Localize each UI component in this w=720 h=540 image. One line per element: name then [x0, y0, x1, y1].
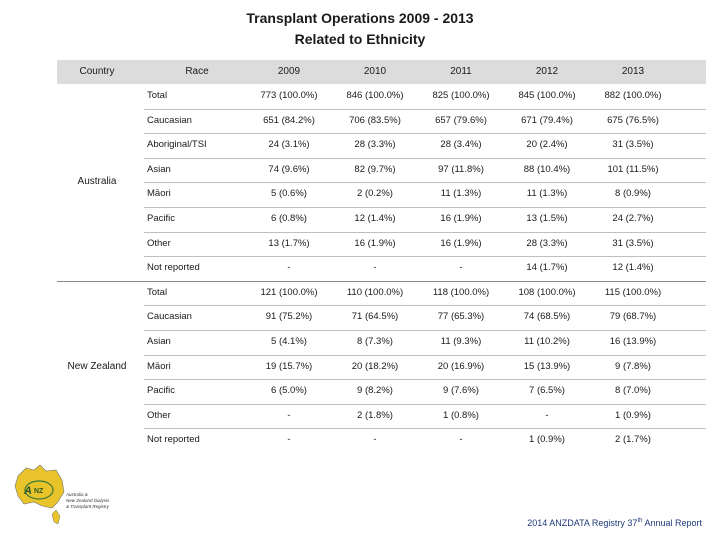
cell-2010: 706 (83.5%): [349, 114, 401, 126]
table-row: [144, 182, 706, 206]
cell-2010: 28 (3.3%): [354, 139, 396, 151]
cell-2012: 7 (6.5%): [529, 385, 565, 397]
cell-2013: 1 (0.9%): [615, 409, 651, 421]
cell-2011: 77 (65.3%): [437, 311, 485, 323]
race-label: Other: [147, 237, 171, 249]
cell-2013: 31 (3.5%): [612, 237, 654, 249]
cell-2009: 5 (4.1%): [271, 336, 307, 347]
table-header: [57, 60, 706, 84]
race-label: Not reported: [147, 262, 200, 274]
race-label: Māori: [147, 360, 171, 372]
cell-2009: 74 (9.6%): [268, 163, 310, 175]
cell-2012: 15 (13.9%): [523, 360, 571, 372]
cell-2010: 12 (1.4%): [354, 213, 396, 224]
header-year-2011: 2011: [450, 66, 472, 77]
table-row: [144, 133, 706, 157]
cell-2009: 651 (84.2%): [263, 114, 315, 126]
table-row: [144, 281, 706, 305]
cell-2010: 9 (8.2%): [357, 385, 393, 397]
cell-2011: 16 (1.9%): [440, 237, 482, 249]
cell-2009: -: [287, 409, 291, 421]
cell-2012: 671 (79.4%): [521, 114, 573, 126]
race-label: Other: [147, 409, 171, 421]
cell-2012: 1 (0.9%): [529, 434, 565, 446]
cell-2010: 2 (1.8%): [357, 409, 393, 421]
title-line-2: Related to Ethnicity: [294, 31, 426, 47]
header-year-2013: 2013: [621, 66, 645, 77]
cell-2009: 6 (5.0%): [271, 385, 307, 397]
cell-2011: 118 (100.0%): [432, 286, 490, 298]
header-race: Race: [185, 66, 209, 77]
footer-caption: 2014 ANZDATA Registry 37th Annual Report: [527, 518, 702, 528]
cell-2013: 2 (1.7%): [615, 434, 651, 446]
table-row: [144, 379, 706, 403]
cell-2009: -: [287, 434, 291, 446]
cell-2009: 6 (0.8%): [271, 213, 307, 224]
cell-2011: 9 (7.6%): [443, 385, 479, 397]
table-row: [144, 109, 706, 133]
logo-caption: Australia & New Zealand Dialysis & Transplant Registry: [66, 492, 110, 509]
cell-2009: 13 (1.7%): [268, 237, 310, 249]
cell-2012: 845 (100.0%): [518, 90, 576, 101]
race-label: Asian: [147, 336, 171, 347]
header-country: Country: [79, 66, 115, 77]
cell-2010: 20 (18.2%): [351, 360, 399, 372]
table-row: [144, 232, 706, 256]
cell-2013: 8 (0.9%): [615, 188, 651, 200]
country-label: New Zealand: [67, 360, 127, 372]
race-label: Asian: [147, 163, 171, 175]
table-row: [144, 355, 706, 379]
race-label: Māori: [147, 188, 171, 200]
race-label: Not reported: [147, 434, 200, 446]
header-year-2009: 2009: [277, 66, 301, 77]
cell-2013: 16 (13.9%): [609, 336, 657, 347]
cell-2012: 88 (10.4%): [523, 163, 571, 175]
cell-2009: 121 (100.0%): [260, 286, 318, 298]
race-label: Caucasian: [147, 311, 192, 323]
race-label: Pacific: [147, 213, 175, 224]
cell-2009: 5 (0.6%): [271, 188, 307, 200]
race-label: Caucasian: [147, 114, 192, 126]
race-label: Pacific: [147, 385, 175, 397]
cell-2010: 110 (100.0%): [346, 286, 404, 298]
cell-2013: 101 (11.5%): [607, 163, 659, 175]
cell-2010: 846 (100.0%): [346, 90, 404, 101]
cell-2012: 14 (1.7%): [526, 262, 568, 274]
cell-2013: 882 (100.0%): [604, 90, 662, 101]
race-label: Total: [147, 286, 168, 298]
cell-2009: -: [287, 262, 291, 274]
cell-2012: 11 (1.3%): [526, 188, 568, 200]
cell-2009: 19 (15.7%): [265, 360, 313, 372]
cell-2013: 8 (7.0%): [615, 385, 651, 397]
cell-2011: 1 (0.8%): [443, 409, 479, 421]
cell-2011: 16 (1.9%): [440, 213, 482, 224]
cell-2013: 115 (100.0%): [604, 286, 662, 298]
race-label: Aboriginal/TSI: [147, 139, 207, 151]
cell-2010: 71 (64.5%): [351, 311, 399, 323]
cell-2012: 20 (2.4%): [526, 139, 568, 151]
cell-2012: 11 (10.2%): [524, 336, 570, 347]
table-row: [144, 330, 706, 354]
cell-2013: 24 (2.7%): [612, 213, 654, 224]
table-row: [144, 84, 706, 108]
cell-2011: 11 (1.3%): [440, 188, 482, 200]
table-row: [144, 158, 706, 182]
cell-2011: 28 (3.4%): [440, 139, 482, 151]
cell-2012: 108 (100.0%): [518, 286, 576, 298]
cell-2011: -: [459, 434, 463, 446]
cell-2011: 97 (11.8%): [438, 163, 484, 175]
cell-2011: 825 (100.0%): [432, 90, 490, 101]
cell-2013: 31 (3.5%): [612, 139, 654, 151]
country-label: Australia: [77, 176, 117, 188]
cell-2011: -: [459, 262, 463, 274]
cell-2009: 24 (3.1%): [268, 139, 310, 151]
svg-text:NZ: NZ: [34, 488, 44, 495]
cell-2011: 11 (9.3%): [440, 336, 482, 347]
cell-2009: 91 (75.2%): [265, 311, 313, 323]
cell-2010: -: [373, 434, 377, 446]
header-year-2010: 2010: [363, 66, 387, 77]
cell-2010: 82 (9.7%): [354, 163, 396, 175]
cell-2010: -: [373, 262, 377, 274]
title-line-1: Transplant Operations 2009 - 2013: [246, 10, 474, 26]
cell-2013: 79 (68.7%): [609, 311, 657, 323]
cell-2013: 12 (1.4%): [612, 262, 654, 274]
table-row: [144, 256, 706, 280]
svg-text:A: A: [24, 485, 32, 497]
cell-2011: 20 (16.9%): [437, 360, 485, 372]
header-year-2012: 2012: [535, 66, 559, 77]
cell-2012: -: [545, 409, 549, 421]
cell-2011: 657 (79.6%): [435, 114, 487, 126]
cell-2010: 16 (1.9%): [354, 237, 396, 249]
cell-2012: 74 (68.5%): [523, 311, 571, 323]
cell-2013: 9 (7.8%): [615, 360, 651, 372]
race-label: Total: [147, 90, 168, 101]
anzdata-logo: [12, 462, 68, 537]
cell-2009: 773 (100.0%): [260, 90, 318, 101]
cell-2012: 13 (1.5%): [526, 213, 568, 224]
cell-2012: 28 (3.3%): [526, 237, 568, 249]
cell-2010: 8 (7.3%): [357, 336, 393, 347]
table-row: [144, 305, 706, 329]
cell-2013: 675 (76.5%): [607, 114, 659, 126]
page-title: [0, 8, 720, 50]
table-row: [144, 428, 706, 452]
cell-2010: 2 (0.2%): [357, 188, 393, 200]
table-row: [144, 404, 706, 428]
table-row: [144, 207, 706, 231]
